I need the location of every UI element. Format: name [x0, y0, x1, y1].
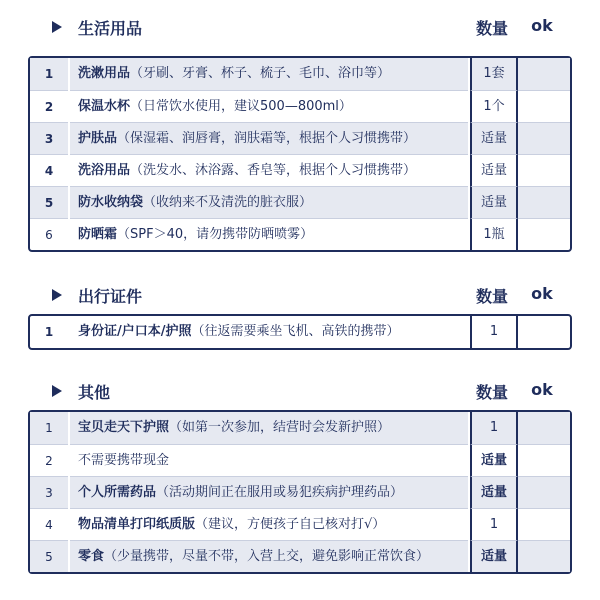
item-description [70, 476, 468, 508]
qty-column-header: 数量 [475, 383, 508, 402]
section-travel-documents [0, 280, 600, 339]
item-description [70, 444, 468, 476]
ok-check-cell[interactable] [518, 58, 570, 90]
section-title: 其他 [78, 383, 111, 402]
item-note: （牙刷、牙膏、杯子、梳子、毛巾、浴巾等） [130, 66, 391, 81]
item-note: （往返需要乘坐飞机、高铁的携带） [191, 324, 400, 339]
section-title: 生活用品 [78, 19, 143, 38]
item-description [70, 540, 468, 572]
ok-check-cell[interactable] [518, 218, 570, 250]
item-note: （洗发水、沐浴露、香皂等，根据个人习惯携带） [130, 163, 417, 178]
table-row [30, 154, 570, 186]
item-name: 身份证/户口本/护照 [78, 324, 192, 339]
item-quantity: 1 [470, 508, 518, 540]
item-name: 零食 [78, 549, 105, 564]
item-quantity: 适量 [470, 122, 518, 154]
section-header [0, 376, 600, 406]
table-row [30, 476, 570, 508]
section-other [0, 376, 600, 564]
section-daily-items [0, 12, 600, 242]
item-name: 洗漱用品 [78, 66, 131, 81]
table-row [30, 90, 570, 122]
table-row [30, 540, 570, 572]
item-quantity: 1个 [470, 90, 518, 122]
section-title: 出行证件 [78, 287, 143, 306]
item-name: 不需要携带现金 [78, 453, 170, 468]
item-quantity: 1套 [470, 58, 518, 90]
ok-check-cell[interactable] [518, 186, 570, 218]
table-row [30, 316, 570, 348]
checklist-table [28, 314, 572, 350]
row-number: 5 [30, 540, 68, 572]
table-row [30, 58, 570, 90]
item-description [70, 154, 468, 186]
item-quantity: 适量 [470, 186, 518, 218]
item-note: （如第一次参加，结营时会发新护照） [169, 420, 391, 435]
triangle-right-icon [52, 21, 62, 33]
item-quantity: 适量 [470, 154, 518, 186]
item-description [70, 412, 468, 444]
item-note: （活动期间正在服用或易犯疾病护理药品） [156, 485, 404, 500]
item-name: 物品清单打印纸质版 [78, 517, 196, 532]
item-note: （少量携带，尽量不带，入营上交，避免影响正常饮食） [104, 549, 430, 564]
row-number: 4 [30, 508, 68, 540]
row-number: 4 [30, 154, 68, 186]
item-quantity: 1 [470, 412, 518, 444]
ok-check-cell[interactable] [518, 90, 570, 122]
row-number: 1 [30, 412, 68, 444]
row-number: 2 [30, 444, 68, 476]
item-quantity: 1瓶 [470, 218, 518, 250]
qty-column-header: 数量 [475, 19, 508, 38]
item-description [70, 186, 468, 218]
row-number: 2 [30, 90, 68, 122]
row-number: 3 [30, 476, 68, 508]
row-number: 1 [30, 58, 68, 90]
table-row [30, 122, 570, 154]
ok-check-cell[interactable] [518, 122, 570, 154]
ok-column-header: ok [531, 16, 553, 35]
item-name: 防晒霜 [78, 227, 118, 242]
section-header [0, 12, 600, 42]
table-row [30, 508, 570, 540]
triangle-right-icon [52, 289, 62, 301]
table-row [30, 186, 570, 218]
item-name: 宝贝走天下护照 [78, 420, 170, 435]
checklist-table [28, 56, 572, 252]
item-description [70, 90, 468, 122]
ok-column-header: ok [531, 380, 553, 399]
table-row [30, 218, 570, 250]
item-note: （SPF＞40，请勿携带防晒喷雾） [117, 227, 314, 242]
item-description [70, 218, 468, 250]
item-note: （日常饮水使用，建议500—800ml） [130, 99, 352, 114]
checklist-table [28, 410, 572, 574]
row-number: 3 [30, 122, 68, 154]
ok-check-cell[interactable] [518, 476, 570, 508]
item-name: 护肤品 [78, 131, 118, 146]
item-note: （建议，方便孩子自己核对打√） [195, 517, 386, 532]
qty-column-header: 数量 [475, 287, 508, 306]
section-header [0, 280, 600, 310]
table-row [30, 412, 570, 444]
ok-check-cell[interactable] [518, 154, 570, 186]
ok-check-cell[interactable] [518, 444, 570, 476]
ok-check-cell[interactable] [518, 412, 570, 444]
item-description [70, 508, 468, 540]
item-name: 防水收纳袋 [78, 195, 144, 210]
item-description [70, 316, 468, 348]
ok-check-cell[interactable] [518, 508, 570, 540]
triangle-right-icon [52, 385, 62, 397]
item-description [70, 58, 468, 90]
item-name: 洗浴用品 [78, 163, 131, 178]
item-quantity: 适量 [470, 540, 518, 572]
item-note: （保湿霜、润唇膏，润肤霜等，根据个人习惯携带） [117, 131, 417, 146]
item-quantity: 适量 [470, 476, 518, 508]
row-number: 5 [30, 186, 68, 218]
row-number: 1 [44, 325, 54, 339]
row-number: 6 [30, 218, 68, 250]
ok-check-cell[interactable] [518, 316, 570, 348]
item-name: 个人所需药品 [78, 485, 157, 500]
item-quantity: 1 [470, 316, 518, 348]
ok-column-header: ok [531, 284, 553, 303]
ok-check-cell[interactable] [518, 540, 570, 572]
item-quantity: 适量 [470, 444, 518, 476]
item-description [70, 122, 468, 154]
item-note: （收纳来不及清洗的脏衣服） [143, 195, 313, 210]
item-name: 保温水杯 [78, 99, 131, 114]
table-row [30, 444, 570, 476]
